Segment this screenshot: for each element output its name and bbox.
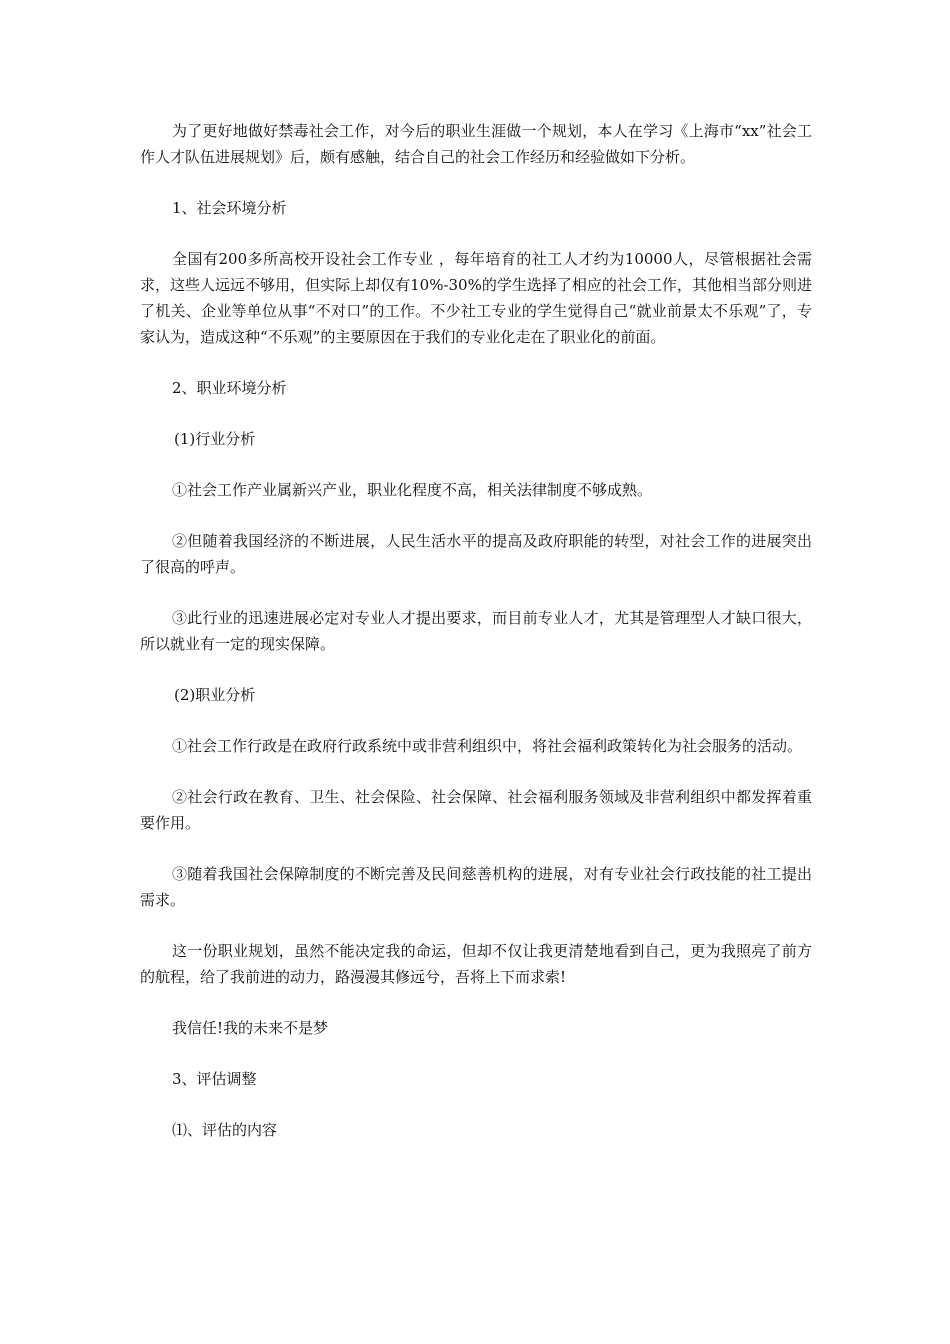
belief-line: 我信任!我的未来不是梦 xyxy=(172,1019,329,1037)
occupation-point-1: ①社会工作行政是在政府行政系统中或非营利组织中，将社会福利政策转化为社会服务的活动。 xyxy=(172,737,803,755)
document-body xyxy=(140,118,812,1168)
occupation-point-3: ③随着我国社会保障制度的不断完善及民间慈善机构的进展，对有专业社会行政技能的社工提出需求。 xyxy=(140,865,812,909)
section-heading-evaluation: 3、评估调整 xyxy=(172,1070,257,1088)
section-heading-career-environment: 2、职业环境分析 xyxy=(172,379,287,397)
occupation-point-2: ②社会行政在教育、卫生、社会保险、社会保障、社会福利服务领域及非营利组织中都发挥着重要作用。 xyxy=(140,788,812,832)
industry-point-2: ②但随着我国经济的不断进展，人民生活水平的提高及政府职能的转型，对社会工作的进展突出了很高的呼声。 xyxy=(140,532,812,576)
subsection-heading-occupation: (2)职业分析 xyxy=(174,686,256,704)
conclusion-paragraph: 这一份职业规划，虽然不能决定我的命运，但却不仅让我更清楚地看到自己，更为我照亮了前方的航程，给了我前进的动力，路漫漫其修远兮，吾将上下而求索! xyxy=(140,942,812,986)
industry-point-3: ③此行业的迅速进展必定对专业人才提出要求，而目前专业人才，尤其是管理型人才缺口很大，所以就业有一定的现实保障。 xyxy=(140,609,812,653)
industry-point-1: ①社会工作产业属新兴产业，职业化程度不高，相关法律制度不够成熟。 xyxy=(172,481,653,499)
intro-paragraph: 为了更好地做好禁毒社会工作，对今后的职业生涯做一个规划，本人在学习《上海市“xx”社会工作人才队伍进展规划》后，颇有感触，结合自己的社会工作经历和经验做如下分析。 xyxy=(140,122,812,166)
social-environment-paragraph: 全国有200多所高校开设社会工作专业 ，每年培育的社工人才约为10000人，尽管根据社会需求，这些人远远不够用，但实际上却仅有10%-30%的学生选择了相应的社会工作，其他相当部分则进了机关、企业等单位从事“不对口”的工作。不少社工专业的学生觉得自己“就业前景太不乐观”了，专家认为，造成这种“不乐观”的主要原因在于我们的专业化走在了职业化的前面。 xyxy=(140,250,812,346)
subsection-heading-evaluation-content: ⑴、评估的内容 xyxy=(172,1121,278,1139)
subsection-heading-industry: (1)行业分析 xyxy=(174,430,256,448)
section-heading-social-environment: 1、社会环境分析 xyxy=(172,199,287,217)
